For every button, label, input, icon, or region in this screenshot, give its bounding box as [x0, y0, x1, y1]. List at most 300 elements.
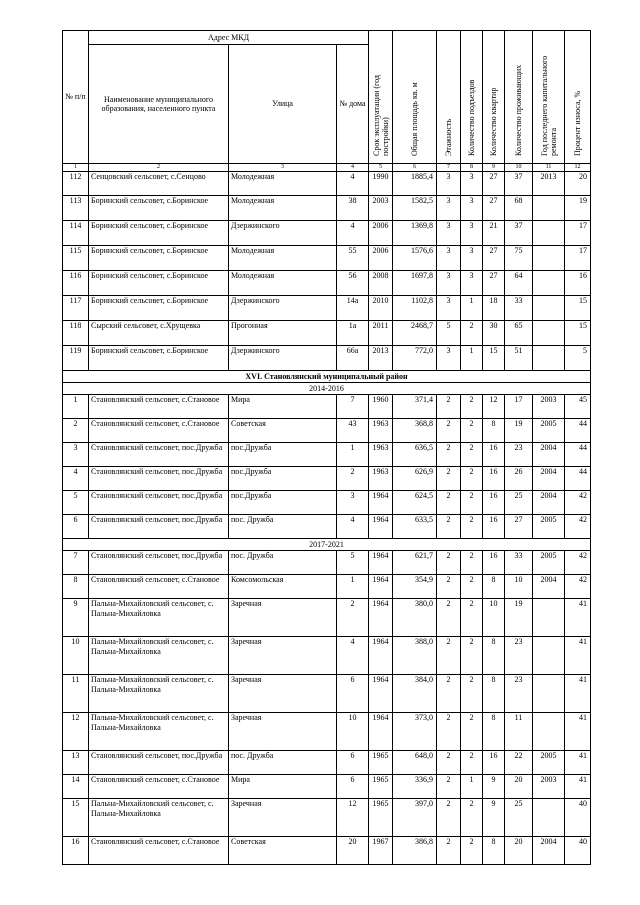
row-year: 1964 [369, 713, 393, 751]
row-entrances: 3 [461, 196, 483, 221]
period-label-row [63, 383, 591, 395]
table-body [63, 172, 591, 865]
row-street: Дзержинского [229, 221, 337, 246]
table-row [63, 675, 591, 713]
row-floors: 2 [437, 775, 461, 799]
row-entrances: 2 [461, 395, 483, 419]
table-row [63, 775, 591, 799]
row-municipality: Становлянский сельсовет, пос.Дружба [89, 515, 229, 539]
row-apartments: 27 [483, 196, 505, 221]
row-number: 114 [63, 221, 89, 246]
row-entrances: 2 [461, 751, 483, 775]
row-number: 119 [63, 346, 89, 371]
row-wear: 15 [565, 321, 591, 346]
row-municipality: Сырский сельсовет, с.Хрущевка [89, 321, 229, 346]
row-municipality: Становлянский сельсовет, с.Становое [89, 837, 229, 865]
row-floors: 3 [437, 346, 461, 371]
row-street: Заречная [229, 713, 337, 751]
column-number: 2 [89, 164, 229, 172]
row-floors: 2 [437, 713, 461, 751]
row-area: 1885,4 [393, 172, 437, 196]
row-last-repair [533, 246, 565, 271]
row-area: 373,0 [393, 713, 437, 751]
row-last-repair [533, 599, 565, 637]
row-municipality: Пальна-Михайловский сельсовет, с. Пальна-Михайловка [89, 713, 229, 751]
row-entrances: 2 [461, 675, 483, 713]
row-year: 1965 [369, 775, 393, 799]
row-house: 6 [337, 775, 369, 799]
row-residents: 20 [505, 775, 533, 799]
row-house: 4 [337, 221, 369, 246]
row-last-repair: 2004 [533, 491, 565, 515]
row-street: пос.Дружба [229, 443, 337, 467]
row-street: Дзержинского [229, 296, 337, 321]
row-wear: 15 [565, 296, 591, 321]
row-number: 117 [63, 296, 89, 321]
row-wear: 42 [565, 551, 591, 575]
row-area: 384,0 [393, 675, 437, 713]
row-street: Дзержинского [229, 346, 337, 371]
row-apartments: 8 [483, 575, 505, 599]
column-number: 4 [337, 164, 369, 172]
table-row [63, 246, 591, 271]
row-apartments: 27 [483, 172, 505, 196]
row-house: 4 [337, 637, 369, 675]
housing-register-sheet [62, 30, 590, 865]
row-wear: 42 [565, 575, 591, 599]
row-municipality: Становлянский сельсовет, пос.Дружба [89, 551, 229, 575]
row-street: Комсомольская [229, 575, 337, 599]
row-number: 9 [63, 599, 89, 637]
row-residents: 65 [505, 321, 533, 346]
row-area: 636,5 [393, 443, 437, 467]
row-wear: 40 [565, 837, 591, 865]
row-area: 386,8 [393, 837, 437, 865]
row-apartments: 27 [483, 271, 505, 296]
row-house: 5 [337, 551, 369, 575]
row-municipality: Боринский сельсовет, с.Боринское [89, 271, 229, 296]
row-number: 118 [63, 321, 89, 346]
row-number: 2 [63, 419, 89, 443]
table-row [63, 443, 591, 467]
row-wear: 5 [565, 346, 591, 371]
row-apartments: 8 [483, 713, 505, 751]
section-title-row [63, 371, 591, 383]
row-municipality: Становлянский сельсовет, с.Становое [89, 775, 229, 799]
row-entrances: 2 [461, 637, 483, 675]
col-header-house: № дома [337, 45, 369, 164]
row-last-repair [533, 296, 565, 321]
row-municipality: Становлянский сельсовет, пос.Дружба [89, 467, 229, 491]
row-number: 112 [63, 172, 89, 196]
col-header-address-group: Адрес МКД [89, 31, 369, 45]
row-number: 1 [63, 395, 89, 419]
column-number: 6 [393, 164, 437, 172]
row-area: 1697,8 [393, 271, 437, 296]
col-header-wear: Процент износа, % [573, 90, 583, 156]
row-year: 1964 [369, 515, 393, 539]
row-residents: 17 [505, 395, 533, 419]
col-header-area: Общая площадь кв. м [410, 82, 420, 156]
col-header-apartments: Количество квартир [489, 87, 499, 156]
row-floors: 2 [437, 395, 461, 419]
period-label: 2017-2021 [63, 539, 591, 551]
row-residents: 75 [505, 246, 533, 271]
table-row [63, 799, 591, 837]
row-area: 336,9 [393, 775, 437, 799]
row-wear: 41 [565, 637, 591, 675]
row-last-repair: 2004 [533, 443, 565, 467]
row-year: 1964 [369, 599, 393, 637]
row-house: 14а [337, 296, 369, 321]
row-house: 10 [337, 713, 369, 751]
row-year: 1963 [369, 443, 393, 467]
row-last-repair [533, 713, 565, 751]
row-street: Мира [229, 775, 337, 799]
row-area: 354,9 [393, 575, 437, 599]
row-wear: 44 [565, 467, 591, 491]
row-year: 1963 [369, 419, 393, 443]
row-residents: 51 [505, 346, 533, 371]
row-last-repair: 2005 [533, 751, 565, 775]
row-wear: 17 [565, 246, 591, 271]
row-residents: 33 [505, 296, 533, 321]
row-municipality: Становлянский сельсовет, пос.Дружба [89, 751, 229, 775]
row-street: Молодежная [229, 196, 337, 221]
housing-table [62, 30, 591, 865]
column-number: 11 [533, 164, 565, 172]
row-residents: 19 [505, 599, 533, 637]
row-house: 38 [337, 196, 369, 221]
row-wear: 16 [565, 271, 591, 296]
row-apartments: 9 [483, 799, 505, 837]
row-area: 2468,7 [393, 321, 437, 346]
row-number: 14 [63, 775, 89, 799]
row-year: 1964 [369, 575, 393, 599]
row-municipality: Боринский сельсовет, с.Боринское [89, 196, 229, 221]
row-residents: 23 [505, 675, 533, 713]
row-municipality: Пальна-Михайловский сельсовет, с. Пальна-Михайловка [89, 637, 229, 675]
row-last-repair: 2003 [533, 395, 565, 419]
row-apartments: 16 [483, 491, 505, 515]
table-row [63, 515, 591, 539]
column-number: 12 [565, 164, 591, 172]
row-street: Советская [229, 419, 337, 443]
table-row [63, 196, 591, 221]
column-number: 1 [63, 164, 89, 172]
table-row [63, 221, 591, 246]
row-area: 648,0 [393, 751, 437, 775]
row-area: 371,4 [393, 395, 437, 419]
row-number: 3 [63, 443, 89, 467]
row-floors: 3 [437, 296, 461, 321]
row-wear: 20 [565, 172, 591, 196]
table-row [63, 271, 591, 296]
column-number: 9 [483, 164, 505, 172]
row-year: 2003 [369, 196, 393, 221]
row-house: 1а [337, 321, 369, 346]
row-area: 368,8 [393, 419, 437, 443]
row-apartments: 30 [483, 321, 505, 346]
column-number: 7 [437, 164, 461, 172]
row-residents: 23 [505, 443, 533, 467]
row-area: 380,0 [393, 599, 437, 637]
row-number: 12 [63, 713, 89, 751]
row-wear: 42 [565, 491, 591, 515]
row-entrances: 3 [461, 271, 483, 296]
row-area: 633,5 [393, 515, 437, 539]
row-number: 11 [63, 675, 89, 713]
row-last-repair [533, 799, 565, 837]
row-entrances: 2 [461, 599, 483, 637]
row-residents: 10 [505, 575, 533, 599]
row-floors: 2 [437, 551, 461, 575]
row-house: 56 [337, 271, 369, 296]
table-row [63, 321, 591, 346]
row-number: 8 [63, 575, 89, 599]
row-residents: 37 [505, 172, 533, 196]
table-row [63, 575, 591, 599]
row-apartments: 16 [483, 515, 505, 539]
row-municipality: Становлянский сельсовет, с.Становое [89, 419, 229, 443]
col-header-floors: Этажность [444, 118, 454, 156]
row-entrances: 2 [461, 419, 483, 443]
row-floors: 3 [437, 172, 461, 196]
row-municipality: Боринский сельсовет, с.Боринское [89, 296, 229, 321]
section-title: XVI. Становлянский муниципальный район [63, 371, 591, 383]
row-wear: 41 [565, 751, 591, 775]
row-wear: 41 [565, 713, 591, 751]
row-floors: 2 [437, 467, 461, 491]
row-floors: 2 [437, 443, 461, 467]
row-floors: 3 [437, 221, 461, 246]
row-entrances: 2 [461, 551, 483, 575]
row-entrances: 2 [461, 515, 483, 539]
table-row [63, 713, 591, 751]
row-residents: 23 [505, 637, 533, 675]
row-municipality: Пальна-Михайловский сельсовет, с. Пальна-Михайловка [89, 675, 229, 713]
row-entrances: 1 [461, 296, 483, 321]
row-last-repair [533, 637, 565, 675]
row-municipality: Боринский сельсовет, с.Боринское [89, 346, 229, 371]
row-house: 66а [337, 346, 369, 371]
row-entrances: 2 [461, 713, 483, 751]
table-row [63, 491, 591, 515]
table-row [63, 467, 591, 491]
row-street: пос. Дружба [229, 515, 337, 539]
row-last-repair: 2004 [533, 467, 565, 491]
row-residents: 27 [505, 515, 533, 539]
col-header-last-repair: Год последнего капитального ремонта [539, 55, 558, 156]
row-apartments: 12 [483, 395, 505, 419]
row-wear: 42 [565, 515, 591, 539]
row-apartments: 16 [483, 751, 505, 775]
row-area: 388,0 [393, 637, 437, 675]
row-municipality: Становлянский сельсовет, пос.Дружба [89, 491, 229, 515]
row-street: пос.Дружба [229, 491, 337, 515]
column-number: 3 [229, 164, 337, 172]
row-entrances: 2 [461, 575, 483, 599]
row-last-repair [533, 221, 565, 246]
row-last-repair [533, 271, 565, 296]
row-year: 2006 [369, 246, 393, 271]
row-last-repair: 2013 [533, 172, 565, 196]
row-street: Заречная [229, 637, 337, 675]
row-entrances: 2 [461, 321, 483, 346]
row-municipality: Сенцовский сельсовет, с.Сенцово [89, 172, 229, 196]
row-area: 1102,8 [393, 296, 437, 321]
row-municipality: Боринский сельсовет, с.Боринское [89, 221, 229, 246]
row-year: 2013 [369, 346, 393, 371]
row-last-repair: 2005 [533, 419, 565, 443]
row-street: Заречная [229, 675, 337, 713]
row-residents: 22 [505, 751, 533, 775]
row-entrances: 3 [461, 221, 483, 246]
row-residents: 64 [505, 271, 533, 296]
row-last-repair: 2004 [533, 575, 565, 599]
row-number: 6 [63, 515, 89, 539]
row-entrances: 3 [461, 246, 483, 271]
row-floors: 3 [437, 271, 461, 296]
column-number: 8 [461, 164, 483, 172]
row-last-repair: 2003 [533, 775, 565, 799]
row-last-repair: 2005 [533, 515, 565, 539]
row-residents: 25 [505, 799, 533, 837]
row-floors: 2 [437, 799, 461, 837]
row-apartments: 15 [483, 346, 505, 371]
row-street: Молодежная [229, 271, 337, 296]
row-house: 2 [337, 599, 369, 637]
row-house: 3 [337, 491, 369, 515]
row-street: Мира [229, 395, 337, 419]
row-area: 1576,6 [393, 246, 437, 271]
row-year: 1967 [369, 837, 393, 865]
row-street: Заречная [229, 799, 337, 837]
row-wear: 41 [565, 675, 591, 713]
row-year: 1964 [369, 675, 393, 713]
row-wear: 19 [565, 196, 591, 221]
row-house: 1 [337, 575, 369, 599]
row-residents: 26 [505, 467, 533, 491]
row-floors: 2 [437, 637, 461, 675]
row-house: 4 [337, 515, 369, 539]
row-year: 2011 [369, 321, 393, 346]
row-year: 1964 [369, 551, 393, 575]
row-number: 13 [63, 751, 89, 775]
row-residents: 20 [505, 837, 533, 865]
row-house: 4 [337, 172, 369, 196]
row-entrances: 2 [461, 837, 483, 865]
row-house: 6 [337, 675, 369, 713]
row-house: 6 [337, 751, 369, 775]
table-row [63, 637, 591, 675]
row-year: 1963 [369, 467, 393, 491]
row-area: 397,0 [393, 799, 437, 837]
table-row [63, 419, 591, 443]
row-house: 1 [337, 443, 369, 467]
table-row [63, 346, 591, 371]
period-label: 2014-2016 [63, 383, 591, 395]
row-wear: 41 [565, 775, 591, 799]
table-row [63, 172, 591, 196]
row-entrances: 3 [461, 172, 483, 196]
row-year: 1990 [369, 172, 393, 196]
row-entrances: 1 [461, 775, 483, 799]
row-entrances: 2 [461, 467, 483, 491]
row-year: 1960 [369, 395, 393, 419]
row-number: 10 [63, 637, 89, 675]
row-municipality: Пальна-Михайловский сельсовет, с. Пальна-Михайловка [89, 599, 229, 637]
row-area: 772,0 [393, 346, 437, 371]
row-last-repair [533, 346, 565, 371]
row-municipality: Становлянский сельсовет, с.Становое [89, 395, 229, 419]
row-municipality: Становлянский сельсовет, с.Становое [89, 575, 229, 599]
row-entrances: 1 [461, 346, 483, 371]
row-year: 1965 [369, 751, 393, 775]
table-row [63, 551, 591, 575]
row-last-repair: 2004 [533, 837, 565, 865]
row-number: 5 [63, 491, 89, 515]
row-area: 1369,8 [393, 221, 437, 246]
table-row [63, 751, 591, 775]
row-municipality: Становлянский сельсовет, пос.Дружба [89, 443, 229, 467]
row-apartments: 16 [483, 443, 505, 467]
row-residents: 11 [505, 713, 533, 751]
row-wear: 40 [565, 799, 591, 837]
row-year: 1964 [369, 637, 393, 675]
row-apartments: 21 [483, 221, 505, 246]
row-residents: 19 [505, 419, 533, 443]
col-header-residents: Количество проживающих [514, 64, 524, 156]
row-residents: 33 [505, 551, 533, 575]
row-floors: 2 [437, 491, 461, 515]
row-residents: 68 [505, 196, 533, 221]
row-number: 15 [63, 799, 89, 837]
row-apartments: 18 [483, 296, 505, 321]
table-row [63, 395, 591, 419]
row-year: 1964 [369, 491, 393, 515]
row-last-repair [533, 675, 565, 713]
row-street: пос. Дружба [229, 751, 337, 775]
row-last-repair [533, 321, 565, 346]
row-house: 12 [337, 799, 369, 837]
row-street: пос.Дружба [229, 467, 337, 491]
row-area: 626,9 [393, 467, 437, 491]
col-header-name: Наименование муниципального образования, населенного пункта [89, 45, 229, 164]
row-year: 2008 [369, 271, 393, 296]
row-wear: 45 [565, 395, 591, 419]
row-apartments: 8 [483, 419, 505, 443]
row-entrances: 2 [461, 799, 483, 837]
row-area: 621,7 [393, 551, 437, 575]
row-municipality: Боринский сельсовет, с.Боринское [89, 246, 229, 271]
row-apartments: 16 [483, 467, 505, 491]
row-street: Советская [229, 837, 337, 865]
row-house: 20 [337, 837, 369, 865]
row-floors: 2 [437, 675, 461, 713]
row-house: 7 [337, 395, 369, 419]
row-municipality: Пальна-Михайловский сельсовет, с. Пальна-Михайловка [89, 799, 229, 837]
row-last-repair [533, 196, 565, 221]
row-number: 113 [63, 196, 89, 221]
column-number-row [63, 164, 591, 172]
row-number: 7 [63, 551, 89, 575]
row-street: Молодежная [229, 172, 337, 196]
row-last-repair: 2005 [533, 551, 565, 575]
row-floors: 2 [437, 419, 461, 443]
row-apartments: 27 [483, 246, 505, 271]
row-wear: 17 [565, 221, 591, 246]
